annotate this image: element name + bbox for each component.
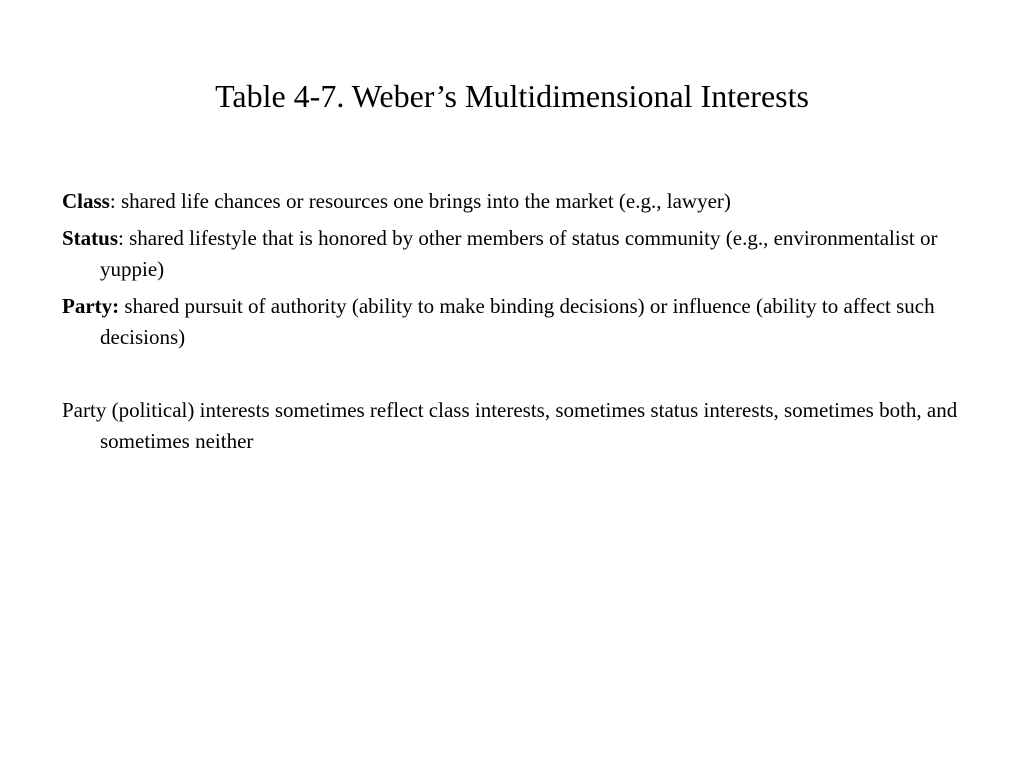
definition-separator: : — [109, 189, 121, 213]
paragraph-spacer — [62, 359, 962, 395]
definition-party — [62, 291, 962, 353]
definition-term: Party: — [62, 294, 120, 318]
slide-title: Table 4-7. Weber’s Multidimensional Interests — [215, 78, 809, 114]
definition-text: shared lifestyle that is honored by other members of status community (e.g., environmentalist or yuppie) — [100, 226, 938, 281]
definition-status — [62, 223, 962, 285]
slide-body — [62, 186, 962, 457]
definition-text: shared pursuit of authority (ability to make binding decisions) or influence (ability to affect such decisions) — [100, 294, 935, 349]
summary-note: Party (political) interests sometimes reflect class interests, sometimes status interests, sometimes both, and sometimes neither — [62, 398, 958, 453]
definition-separator: : — [118, 226, 130, 250]
definition-text: shared life chances or resources one brings into the market (e.g., lawyer) — [120, 189, 731, 213]
definition-term: Class — [62, 189, 110, 213]
definition-class — [62, 186, 962, 217]
definition-term: Status — [62, 226, 119, 250]
